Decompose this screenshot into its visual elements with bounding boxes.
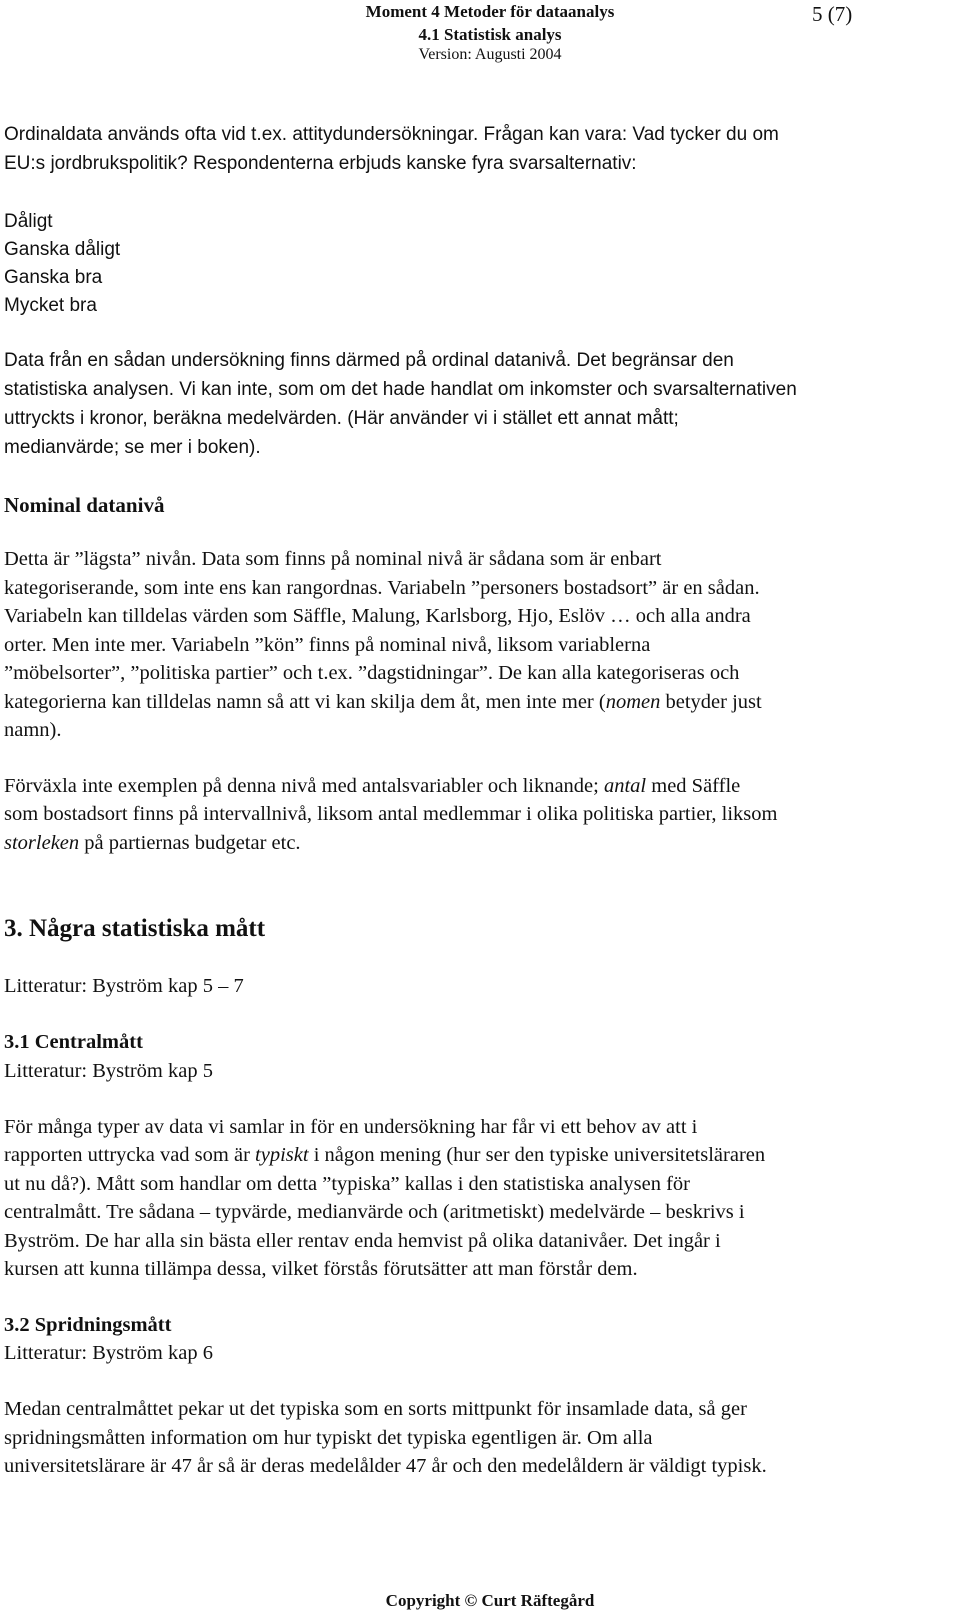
text-line: EU:s jordbrukspolitik? Respondenterna erbjuds kanske fyra svarsalternativ: [4,153,637,174]
option-item: Ganska dåligt [4,239,121,260]
emphasis: typiskt [255,1144,309,1166]
text-line: Ordinaldata används ofta vid t.ex. attitydundersökningar. Frågan kan vara: Vad tycker du om [4,124,779,145]
text-line: spridningsmåtten information om hur typiskt det typiska egentligen är. Om alla [4,1427,653,1449]
text-run: rapporten uttrycka vad som är [4,1144,256,1166]
emphasis: nomen [605,691,661,713]
text-line [4,690,762,714]
section-heading: 3. Några statistiska mått [4,915,266,942]
text-line [4,1143,765,1167]
text-run: i någon mening (hur ser den typiske universitetsläraren [308,1144,766,1166]
option-item: Mycket bra [4,295,97,316]
text-line: universitetslärare är 47 år så är deras medelålder 47 år och den medelåldern är väldigt typisk. [4,1455,767,1477]
text-line: namn). [4,719,62,741]
text-line: ”möbelsorter”, ”politiska partier” och t.ex. ”dagstidningar”. De kan alla kategoriseras och [4,662,740,684]
text-line [4,774,740,798]
text-line: Variabeln kan tilldelas värden som Säffle, Malung, Karlsborg, Hjo, Eslöv … och alla andra [4,605,751,627]
text-line [4,831,301,855]
text-line: ut nu då?). Mått som handlar om detta ”typiska” kallas i den statistiska analysen för [4,1173,690,1195]
text-line: uttryckts i kronor, beräkna medelvärden. (Här använder vi i stället ett annat mått; [4,408,679,429]
option-item: Dåligt [4,211,53,232]
text-line: Medan centralmåttet pekar ut det typiska som en sorts mittpunkt för insamlade data, så ger [4,1398,747,1420]
text-line: orter. Men inte mer. Variabeln ”kön” finns på nominal nivå, liksom variablerna [4,634,651,656]
literature-note: Litteratur: Byström kap 5 [4,1060,213,1082]
text-line: Byström. De har alla sin bästa eller rentav enda hemvist på olika datanivåer. Det ingår i [4,1230,721,1252]
text-line: centralmått. Tre sådana – typvärde, medianvärde och (aritmetiskt) medelvärde – beskrivs i [4,1201,745,1223]
header-version: Version: Augusti 2004 [418,46,562,63]
text-line: För många typer av data vi samlar in för en undersökning har får vi ett behov av att i [4,1116,698,1138]
subsection-heading: 3.2 Spridningsmått [4,1314,172,1336]
text-line: Detta är ”lägsta” nivån. Data som finns på nominal nivå är sådana som är enbart [4,548,662,570]
option-item: Ganska bra [4,267,103,288]
text-run: på partiernas budgetar etc. [79,832,301,854]
emphasis: storleken [4,832,80,854]
subsection-heading: 3.1 Centralmått [4,1031,143,1053]
text-line: Data från en sådan undersökning finns därmed på ordinal datanivå. Det begränsar den [4,350,734,371]
text-line: som bostadsort finns på intervallnivå, liksom antal medlemmar i olika politiska partier, liksom [4,803,778,825]
literature-note: Litteratur: Byström kap 6 [4,1342,213,1364]
text-run: Förväxla inte exemplen på denna nivå med antalsvariabler och liknande; [4,775,604,797]
header-section: 4.1 Statistisk analys [418,25,562,44]
emphasis: antal [603,775,647,797]
text-line: kategoriserande, som inte ens kan rangordnas. Variabeln ”personers bostadsort” är en sådan. [4,577,760,599]
header-course: Moment 4 Metoder för dataanalys [365,2,615,21]
text-run: med Säffle [646,775,741,797]
text-run: kategorierna kan tilldelas namn så att vi kan skilja dem åt, men inte mer ( [4,691,606,713]
text-line: statistiska analysen. Vi kan inte, som om det hade handlat om inkomster och svarsalternativen [4,379,797,400]
text-run: betyder just [660,691,762,713]
footer-copyright: Copyright © Curt Räftegård [385,1591,595,1610]
text-line: medianvärde; se mer i boken). [4,437,261,458]
page-number: 5 (7) [812,2,853,26]
text-line: kursen att kunna tillämpa dessa, vilket förstås förutsätter att man förstår dem. [4,1258,638,1280]
nominal-heading: Nominal datanivå [4,493,165,517]
literature-note: Litteratur: Byström kap 5 – 7 [4,975,244,997]
